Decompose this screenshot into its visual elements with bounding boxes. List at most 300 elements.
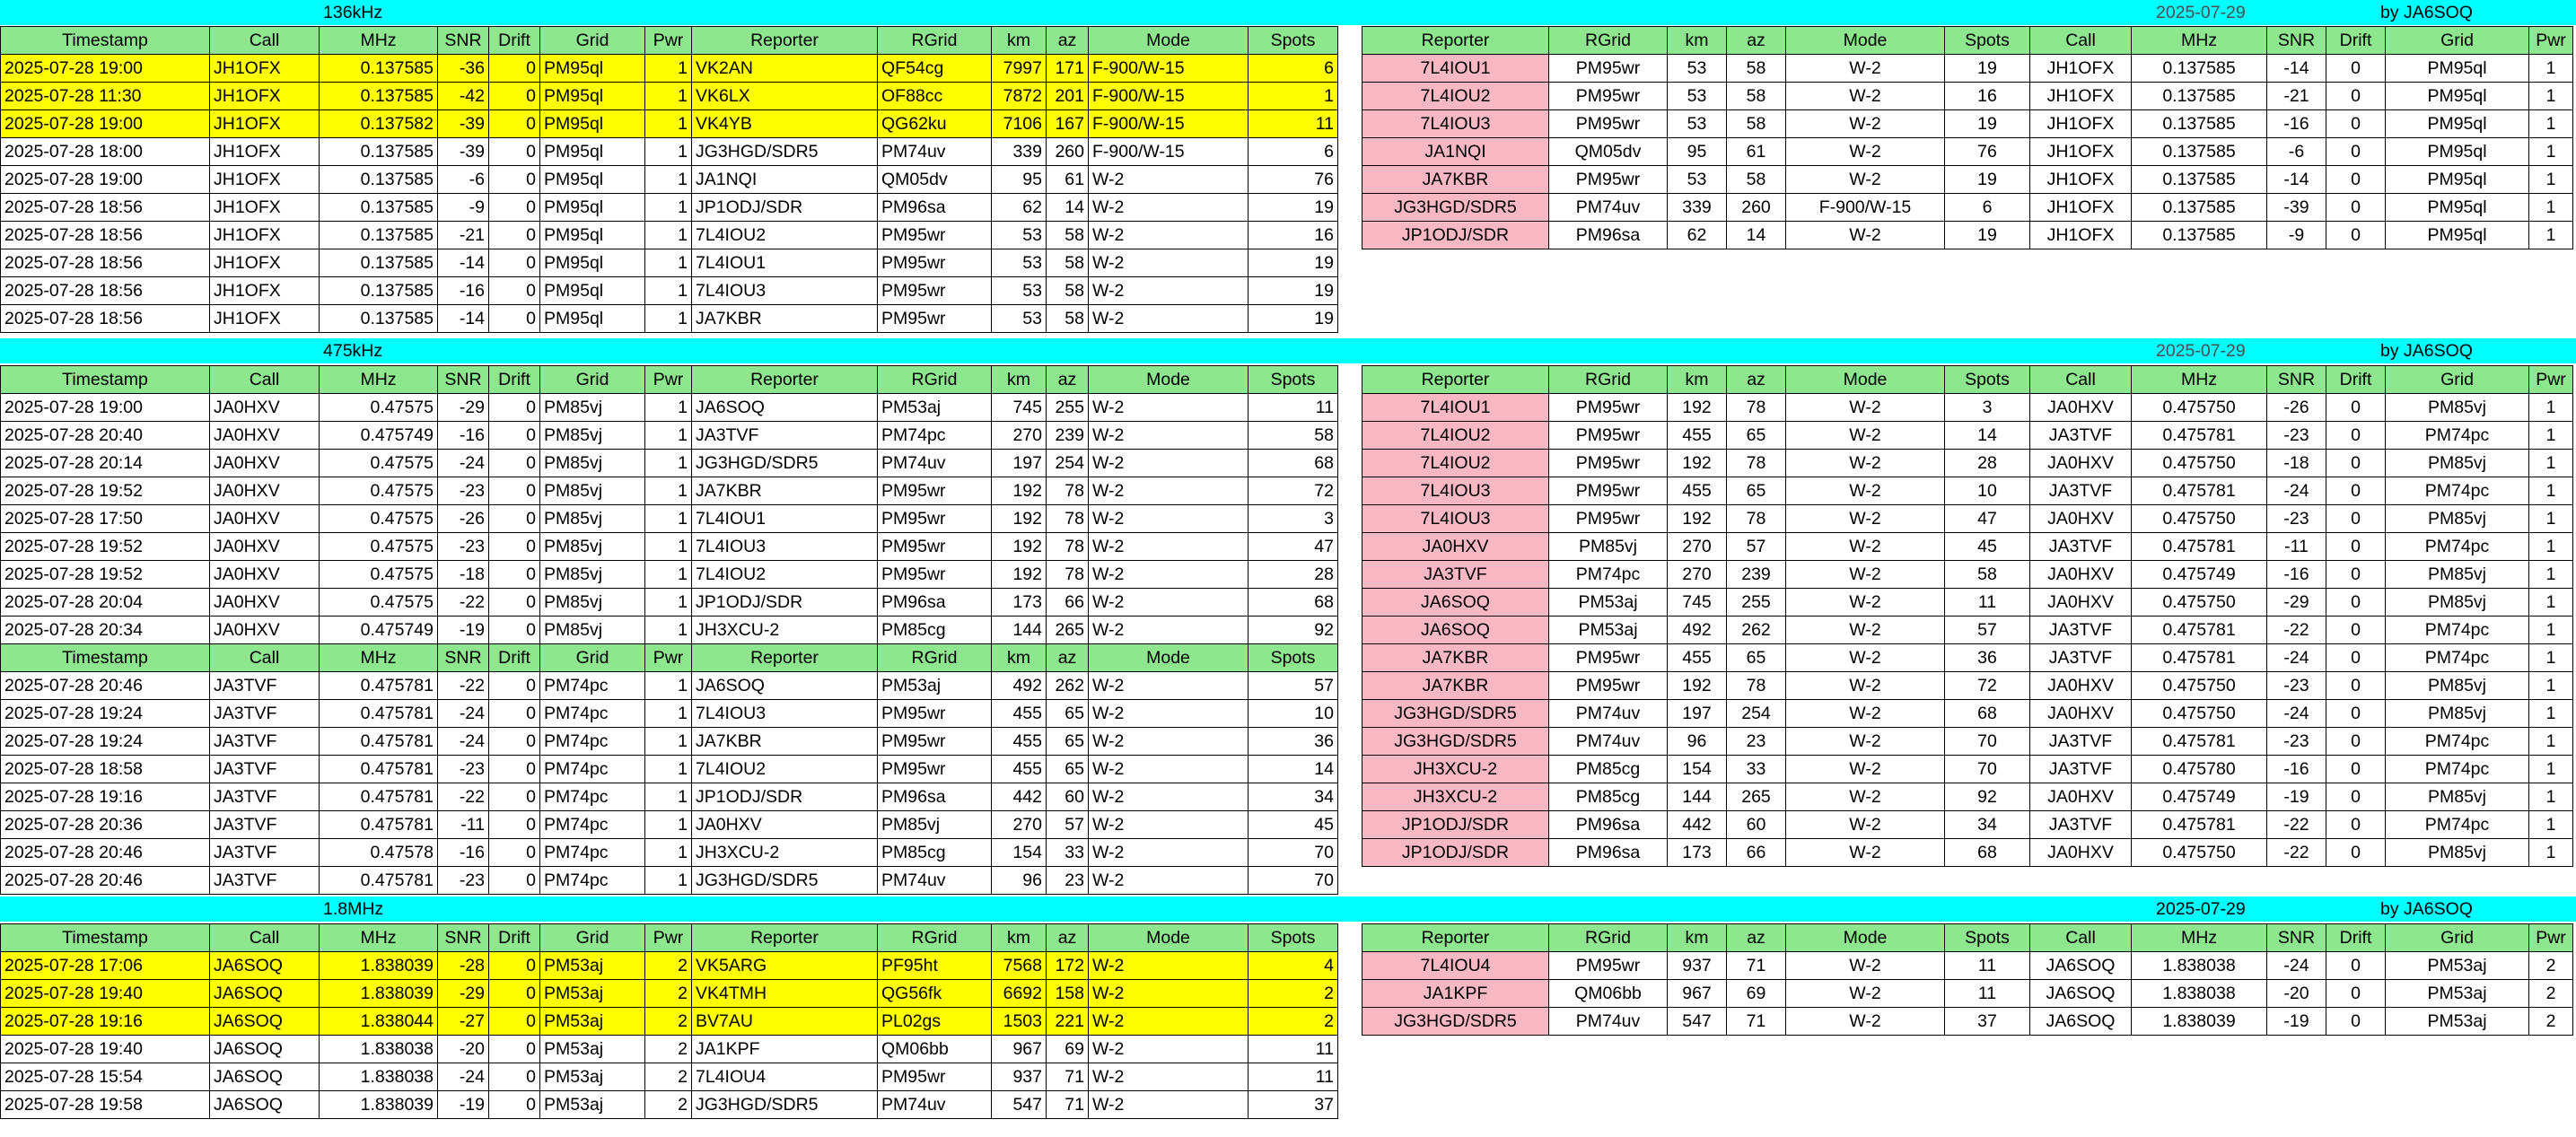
header-row — [1362, 924, 2573, 952]
cell-reporter: VK2AN — [692, 55, 878, 83]
column-header-pwr: Pwr — [2529, 366, 2573, 394]
column-header-pwr: Pwr — [2529, 27, 2573, 55]
cell-drift: 0 — [489, 533, 540, 561]
cell-grid: PM95ql — [2386, 138, 2529, 166]
cell-reporter: JA1KPF — [1362, 980, 1549, 1008]
cell-reporter: JH3XCU-2 — [1362, 783, 1549, 811]
cell-grid: PM85vj — [2386, 450, 2529, 477]
table-row — [1, 980, 1338, 1008]
cell-grid: PM85vj — [540, 394, 645, 422]
cell-spots: 68 — [1945, 839, 2030, 867]
cell-pwr: 1 — [645, 783, 692, 811]
cell-az: 265 — [1047, 617, 1089, 644]
cell-call: JA0HXV — [210, 450, 320, 477]
cell-mhz: 0.475750 — [2132, 505, 2267, 533]
cell-mhz: 0.137585 — [320, 138, 438, 166]
header-row — [1, 366, 1338, 394]
cell-grid: PM53aj — [540, 1091, 645, 1119]
cell-drift: 0 — [2326, 166, 2386, 194]
cell-pwr: 1 — [2529, 533, 2573, 561]
cell-drift: 0 — [489, 980, 540, 1008]
cell-mode: W-2 — [1786, 811, 1945, 839]
column-header-snr: SNR — [438, 644, 489, 672]
cell-reporter: JA6SOQ — [1362, 589, 1549, 617]
cell-spots: 68 — [1945, 700, 2030, 728]
cell-km: 937 — [1668, 952, 1727, 980]
cell-snr: -16 — [2267, 756, 2326, 783]
column-header-az: az — [1047, 27, 1089, 55]
cell-km: 270 — [992, 811, 1047, 839]
cell-mode: W-2 — [1786, 617, 1945, 644]
cell-pwr: 1 — [645, 533, 692, 561]
cell-rgrid: PM95wr — [1549, 166, 1668, 194]
cell-km: 547 — [1668, 1008, 1727, 1036]
cell-timestamp: 2025-07-28 20:36 — [1, 811, 210, 839]
column-header-mode: Mode — [1786, 366, 1945, 394]
reporter-table-475khz — [1362, 365, 2573, 867]
cell-timestamp: 2025-07-28 18:58 — [1, 756, 210, 783]
cell-mode: W-2 — [1089, 1036, 1249, 1063]
column-header-pwr: Pwr — [645, 27, 692, 55]
cell-az: 57 — [1047, 811, 1089, 839]
cell-call: JA0HXV — [2030, 839, 2132, 867]
cell-az: 158 — [1047, 980, 1089, 1008]
cell-snr: -22 — [438, 589, 489, 617]
cell-drift: 0 — [489, 305, 540, 333]
table-row — [1362, 194, 2573, 222]
cell-az: 78 — [1727, 505, 1786, 533]
cell-rgrid: PM96sa — [878, 589, 992, 617]
cell-az: 262 — [1047, 672, 1089, 700]
column-header-reporter: Reporter — [692, 27, 878, 55]
cell-az: 71 — [1727, 1008, 1786, 1036]
cell-spots: 57 — [1249, 672, 1338, 700]
cell-mhz: 0.47575 — [320, 561, 438, 589]
cell-rgrid: PM74uv — [878, 450, 992, 477]
column-header-reporter: Reporter — [692, 644, 878, 672]
cell-mode: W-2 — [1089, 867, 1249, 895]
cell-drift: 0 — [489, 728, 540, 756]
cell-drift: 0 — [2326, 83, 2386, 110]
cell-reporter: 7L4IOU1 — [1362, 394, 1549, 422]
cell-km: 95 — [992, 166, 1047, 194]
cell-spots: 11 — [1945, 980, 2030, 1008]
cell-grid: PM74pc — [540, 672, 645, 700]
cell-grid: PM95ql — [2386, 194, 2529, 222]
cell-reporter: 7L4IOU2 — [1362, 450, 1549, 477]
column-header-pwr: Pwr — [645, 644, 692, 672]
cell-snr: -18 — [2267, 450, 2326, 477]
cell-mhz: 0.137585 — [2132, 83, 2267, 110]
cell-pwr: 1 — [645, 477, 692, 505]
cell-reporter: 7L4IOU2 — [692, 222, 878, 249]
cell-rgrid: PM96sa — [878, 783, 992, 811]
column-header-mode: Mode — [1786, 924, 1945, 952]
cell-spots: 76 — [1249, 166, 1338, 194]
column-header-call: Call — [2030, 366, 2132, 394]
cell-reporter: JA0HXV — [692, 811, 878, 839]
cell-km: 442 — [992, 783, 1047, 811]
cell-mhz: 0.137585 — [2132, 55, 2267, 83]
cell-rgrid: PM95wr — [878, 277, 992, 305]
cell-pwr: 1 — [2529, 617, 2573, 644]
cell-km: 192 — [992, 561, 1047, 589]
cell-az: 58 — [1727, 110, 1786, 138]
band-by: by JA6SOQ — [2380, 3, 2473, 22]
cell-grid: PM53aj — [2386, 1008, 2529, 1036]
cell-mode: W-2 — [1786, 138, 1945, 166]
cell-mode: W-2 — [1089, 700, 1249, 728]
cell-mode: W-2 — [1786, 700, 1945, 728]
cell-az: 58 — [1047, 249, 1089, 277]
cell-timestamp: 2025-07-28 11:30 — [1, 83, 210, 110]
cell-km: 192 — [1668, 672, 1727, 700]
cell-reporter: JA1KPF — [692, 1036, 878, 1063]
reporter-table-136khz — [1362, 26, 2573, 249]
cell-drift: 0 — [489, 477, 540, 505]
table-row — [1, 561, 1338, 589]
cell-grid: PM74pc — [540, 811, 645, 839]
column-header-call: Call — [210, 644, 320, 672]
cell-spots: 57 — [1945, 617, 2030, 644]
cell-az: 61 — [1727, 138, 1786, 166]
table-row — [1362, 783, 2573, 811]
cell-km: 154 — [1668, 756, 1727, 783]
cell-rgrid: PM74pc — [1549, 561, 1668, 589]
column-header-pwr: Pwr — [645, 366, 692, 394]
cell-az: 78 — [1047, 505, 1089, 533]
cell-pwr: 2 — [645, 1036, 692, 1063]
cell-mode: W-2 — [1786, 477, 1945, 505]
cell-mhz: 1.838038 — [320, 1036, 438, 1063]
cell-reporter: BV7AU — [692, 1008, 878, 1036]
column-header-km: km — [1668, 27, 1727, 55]
cell-timestamp: 2025-07-28 18:56 — [1, 305, 210, 333]
cell-call: JH1OFX — [210, 138, 320, 166]
cell-mode: W-2 — [1089, 450, 1249, 477]
cell-reporter: JA6SOQ — [692, 672, 878, 700]
header-row — [1, 27, 1338, 55]
cell-km: 192 — [1668, 394, 1727, 422]
cell-spots: 68 — [1249, 450, 1338, 477]
column-header-call: Call — [2030, 924, 2132, 952]
cell-grid: PM53aj — [540, 952, 645, 980]
cell-mhz: 0.475781 — [320, 728, 438, 756]
column-header-grid: Grid — [540, 924, 645, 952]
cell-mhz: 1.838044 — [320, 1008, 438, 1036]
cell-mode: W-2 — [1786, 505, 1945, 533]
cell-pwr: 1 — [2529, 110, 2573, 138]
cell-rgrid: PM74pc — [878, 422, 992, 450]
cell-snr: -9 — [2267, 222, 2326, 249]
cell-mode: F-900/W-15 — [1786, 194, 1945, 222]
cell-mode: F-900/W-15 — [1089, 55, 1249, 83]
cell-pwr: 1 — [645, 305, 692, 333]
cell-km: 967 — [1668, 980, 1727, 1008]
cell-mode: W-2 — [1089, 222, 1249, 249]
cell-pwr: 1 — [645, 394, 692, 422]
cell-rgrid: PM85cg — [1549, 783, 1668, 811]
table-row — [1, 83, 1338, 110]
cell-call: JA3TVF — [2030, 477, 2132, 505]
cell-mhz: 0.475781 — [2132, 728, 2267, 756]
cell-timestamp: 2025-07-28 19:24 — [1, 728, 210, 756]
cell-mode: W-2 — [1786, 644, 1945, 672]
cell-rgrid: PM95wr — [1549, 110, 1668, 138]
table-row — [1362, 222, 2573, 249]
cell-snr: -9 — [438, 194, 489, 222]
cell-km: 144 — [992, 617, 1047, 644]
cell-grid: PM74pc — [2386, 756, 2529, 783]
cell-mode: W-2 — [1089, 166, 1249, 194]
cell-az: 66 — [1727, 839, 1786, 867]
cell-snr: -6 — [2267, 138, 2326, 166]
cell-rgrid: PM74uv — [1549, 700, 1668, 728]
cell-pwr: 1 — [645, 222, 692, 249]
cell-snr: -14 — [438, 305, 489, 333]
cell-drift: 0 — [489, 839, 540, 867]
cell-mhz: 1.838039 — [320, 952, 438, 980]
cell-mode: W-2 — [1089, 672, 1249, 700]
cell-az: 78 — [1727, 672, 1786, 700]
cell-grid: PM53aj — [2386, 952, 2529, 980]
cell-pwr: 1 — [2529, 166, 2573, 194]
cell-spots: 68 — [1249, 589, 1338, 617]
cell-az: 65 — [1727, 422, 1786, 450]
cell-km: 53 — [1668, 110, 1727, 138]
cell-km: 455 — [992, 756, 1047, 783]
cell-grid: PM85vj — [2386, 672, 2529, 700]
cell-grid: PM95ql — [2386, 55, 2529, 83]
cell-call: JH1OFX — [2030, 55, 2132, 83]
cell-snr: -16 — [438, 277, 489, 305]
cell-snr: -19 — [2267, 783, 2326, 811]
cell-rgrid: PM53aj — [1549, 589, 1668, 617]
cell-grid: PM95ql — [540, 222, 645, 249]
table-row — [1, 277, 1338, 305]
cell-reporter: 7L4IOU3 — [692, 533, 878, 561]
cell-km: 96 — [1668, 728, 1727, 756]
cell-rgrid: PM74uv — [878, 1091, 992, 1119]
table-row — [1, 1008, 1338, 1036]
table-row — [1, 1091, 1338, 1119]
cell-mode: W-2 — [1089, 1091, 1249, 1119]
cell-grid: PM85vj — [540, 617, 645, 644]
cell-rgrid: PM95wr — [878, 561, 992, 589]
cell-grid: PM74pc — [2386, 477, 2529, 505]
cell-rgrid: PM95wr — [1549, 422, 1668, 450]
cell-km: 96 — [992, 867, 1047, 895]
cell-rgrid: PM95wr — [1549, 394, 1668, 422]
table-row — [1362, 561, 2573, 589]
cell-km: 192 — [1668, 450, 1727, 477]
cell-az: 33 — [1727, 756, 1786, 783]
cell-km: 1503 — [992, 1008, 1047, 1036]
cell-rgrid: PM96sa — [878, 194, 992, 222]
cell-km: 53 — [1668, 55, 1727, 83]
cell-call: JH1OFX — [2030, 166, 2132, 194]
cell-pwr: 2 — [2529, 952, 2573, 980]
cell-mhz: 0.137585 — [320, 277, 438, 305]
cell-snr: -23 — [2267, 672, 2326, 700]
cell-spots: 19 — [1249, 194, 1338, 222]
cell-grid: PM95ql — [540, 305, 645, 333]
cell-timestamp: 2025-07-28 19:00 — [1, 55, 210, 83]
column-header-az: az — [1047, 924, 1089, 952]
cell-km: 192 — [992, 477, 1047, 505]
cell-mhz: 0.137585 — [2132, 110, 2267, 138]
cell-mode: W-2 — [1089, 617, 1249, 644]
cell-spots: 19 — [1945, 110, 2030, 138]
cell-call: JA0HXV — [210, 561, 320, 589]
cell-grid: PM85vj — [2386, 394, 2529, 422]
cell-call: JA6SOQ — [2030, 952, 2132, 980]
cell-drift: 0 — [2326, 110, 2386, 138]
cell-timestamp: 2025-07-28 19:00 — [1, 110, 210, 138]
cell-pwr: 1 — [2529, 450, 2573, 477]
cell-grid: PM85vj — [540, 533, 645, 561]
cell-mode: W-2 — [1786, 450, 1945, 477]
cell-mhz: 0.475781 — [2132, 477, 2267, 505]
cell-rgrid: QG56fk — [878, 980, 992, 1008]
cell-spots: 28 — [1945, 450, 2030, 477]
cell-km: 192 — [992, 533, 1047, 561]
cell-drift: 0 — [489, 700, 540, 728]
cell-snr: -19 — [2267, 1008, 2326, 1036]
table-row — [1, 249, 1338, 277]
table-row — [1362, 756, 2573, 783]
band-by: by JA6SOQ — [2380, 341, 2473, 361]
table-row — [1362, 811, 2573, 839]
cell-timestamp: 2025-07-28 19:16 — [1, 783, 210, 811]
cell-az: 254 — [1727, 700, 1786, 728]
cell-drift: 0 — [2326, 477, 2386, 505]
cell-mhz: 0.475780 — [2132, 756, 2267, 783]
cell-drift: 0 — [2326, 1008, 2386, 1036]
column-header-pwr: Pwr — [645, 924, 692, 952]
cell-az: 60 — [1047, 783, 1089, 811]
cell-spots: 37 — [1945, 1008, 2030, 1036]
cell-mhz: 0.475781 — [320, 811, 438, 839]
cell-reporter: JG3HGD/SDR5 — [692, 1091, 878, 1119]
cell-km: 53 — [992, 249, 1047, 277]
cell-km: 53 — [992, 222, 1047, 249]
cell-mhz: 0.137585 — [320, 305, 438, 333]
column-header-spots: Spots — [1945, 27, 2030, 55]
table-row — [1, 55, 1338, 83]
column-header-az: az — [1727, 924, 1786, 952]
cell-rgrid: PM95wr — [878, 728, 992, 756]
cell-mode: W-2 — [1786, 728, 1945, 756]
cell-mhz: 0.475749 — [320, 617, 438, 644]
cell-spots: 92 — [1249, 617, 1338, 644]
cell-snr: -22 — [2267, 617, 2326, 644]
cell-spots: 47 — [1249, 533, 1338, 561]
cell-drift: 0 — [2326, 589, 2386, 617]
cell-reporter: JP1ODJ/SDR — [1362, 811, 1549, 839]
cell-timestamp: 2025-07-28 19:40 — [1, 1036, 210, 1063]
cell-spots: 70 — [1945, 728, 2030, 756]
cell-rgrid: PM95wr — [878, 756, 992, 783]
cell-snr: -23 — [438, 477, 489, 505]
cell-grid: PM95ql — [2386, 83, 2529, 110]
column-header-drift: Drift — [2326, 366, 2386, 394]
column-header-call: Call — [210, 366, 320, 394]
cell-az: 58 — [1047, 222, 1089, 249]
cell-rgrid: PM96sa — [1549, 222, 1668, 249]
cell-grid: PM53aj — [540, 980, 645, 1008]
cell-grid: PM74pc — [2386, 811, 2529, 839]
cell-mhz: 1.838039 — [320, 1091, 438, 1119]
cell-rgrid: PM95wr — [1549, 83, 1668, 110]
cell-call: JA0HXV — [2030, 505, 2132, 533]
column-header-rgrid: RGrid — [878, 27, 992, 55]
cell-pwr: 1 — [645, 55, 692, 83]
cell-drift: 0 — [489, 756, 540, 783]
cell-reporter: JA7KBR — [692, 477, 878, 505]
cell-call: JA6SOQ — [210, 1036, 320, 1063]
cell-spots: 1 — [1249, 83, 1338, 110]
cell-snr: -24 — [2267, 700, 2326, 728]
cell-mhz: 0.47575 — [320, 450, 438, 477]
band-header-475khz — [0, 338, 2576, 363]
cell-timestamp: 2025-07-28 18:56 — [1, 249, 210, 277]
table-row — [1, 450, 1338, 477]
cell-km: 192 — [992, 505, 1047, 533]
table-row — [1, 811, 1338, 839]
cell-spots: 6 — [1249, 138, 1338, 166]
cell-az: 66 — [1047, 589, 1089, 617]
cell-snr: -23 — [2267, 728, 2326, 756]
cell-az: 239 — [1727, 561, 1786, 589]
table-row — [1, 222, 1338, 249]
cell-timestamp: 2025-07-28 19:52 — [1, 561, 210, 589]
column-header-az: az — [1727, 366, 1786, 394]
cell-rgrid: PM95wr — [878, 305, 992, 333]
cell-snr: -23 — [438, 756, 489, 783]
cell-rgrid: PM95wr — [1549, 477, 1668, 505]
column-header-rgrid: RGrid — [1549, 924, 1668, 952]
cell-drift: 0 — [2326, 728, 2386, 756]
cell-snr: -26 — [438, 505, 489, 533]
cell-drift: 0 — [2326, 561, 2386, 589]
column-header-grid: Grid — [540, 644, 645, 672]
cell-mode: W-2 — [1089, 756, 1249, 783]
cell-pwr: 1 — [2529, 83, 2573, 110]
cell-drift: 0 — [2326, 505, 2386, 533]
cell-mhz: 0.475781 — [2132, 811, 2267, 839]
cell-timestamp: 2025-07-28 19:52 — [1, 477, 210, 505]
column-header-grid: Grid — [2386, 366, 2529, 394]
column-header-reporter: Reporter — [1362, 27, 1549, 55]
cell-call: JA3TVF — [210, 783, 320, 811]
column-header-km: km — [1668, 366, 1727, 394]
cell-mode: W-2 — [1089, 1008, 1249, 1036]
cell-rgrid: PM95wr — [878, 477, 992, 505]
cell-snr: -39 — [438, 138, 489, 166]
table-row — [1362, 700, 2573, 728]
cell-drift: 0 — [2326, 450, 2386, 477]
cell-drift: 0 — [2326, 55, 2386, 83]
cell-reporter: VK6LX — [692, 83, 878, 110]
cell-timestamp: 2025-07-28 19:16 — [1, 1008, 210, 1036]
cell-rgrid: PM95wr — [878, 1063, 992, 1091]
cell-grid: PM53aj — [540, 1063, 645, 1091]
band-date: 2025-07-29 — [2156, 341, 2246, 361]
cell-call: JA0HXV — [2030, 589, 2132, 617]
cell-az: 265 — [1727, 783, 1786, 811]
cell-pwr: 1 — [2529, 561, 2573, 589]
